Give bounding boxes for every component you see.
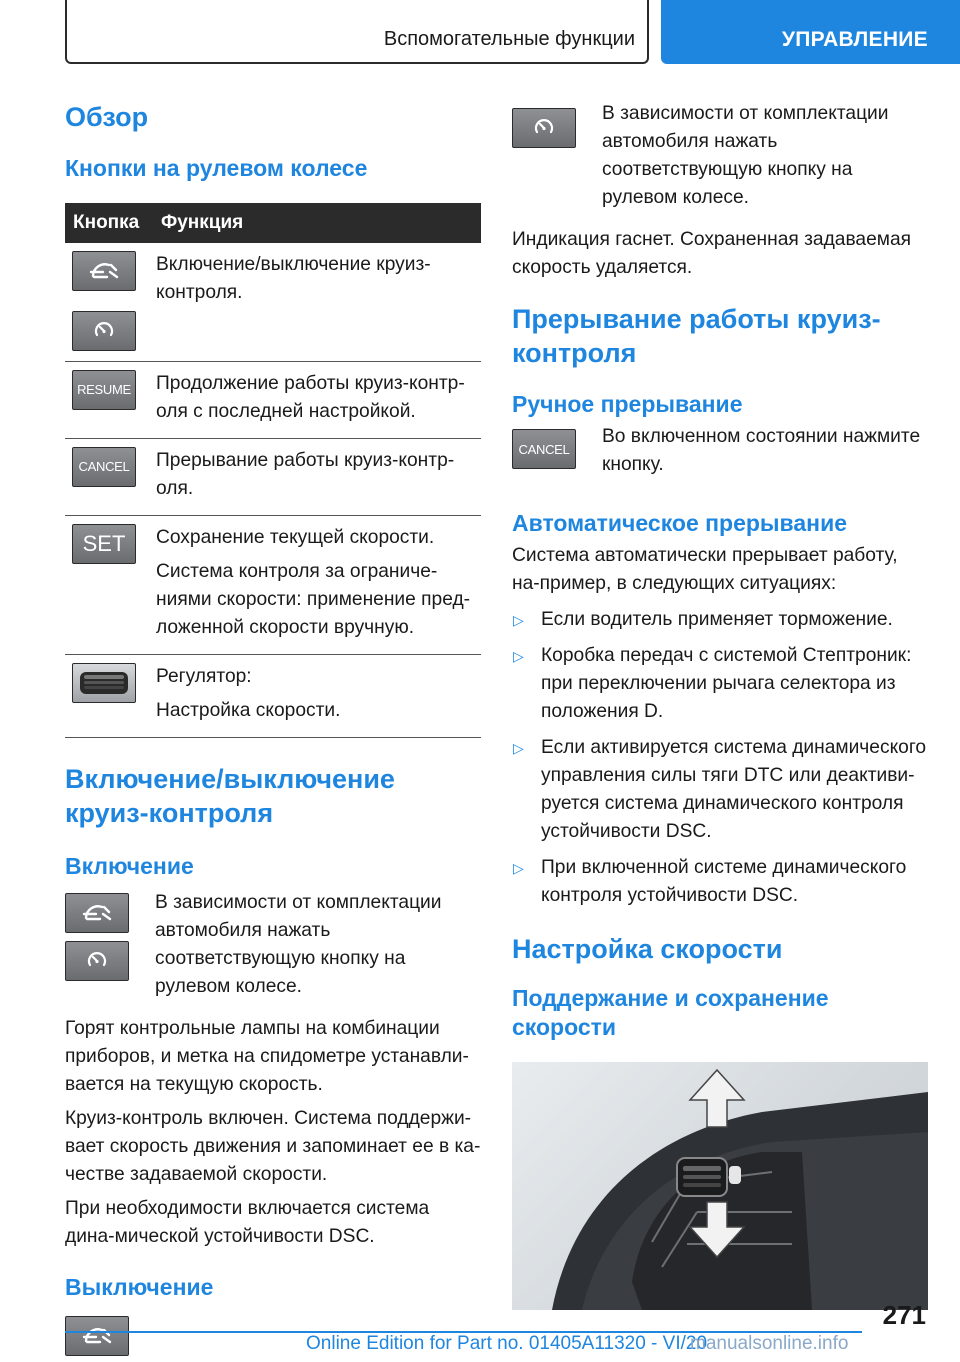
cancel-button-icon: CANCEL [512,429,576,469]
keep-speed-title: Поддержание и сохранение скорости [512,985,829,1040]
cruise-limiter-icon [72,311,136,351]
on-para-3: При необходимости включается система дина-мической устойчивости DSC. [65,1198,430,1247]
footer-edition: Online Edition for Part no. 01405A11320 - VI/20 [306,1333,708,1354]
table-row [65,655,481,738]
interrupt-title: Прерывание работы круиз-контроля [512,304,881,368]
manual-text: Во включенном состоянии нажмите кнопку. [602,426,921,475]
table-row [65,516,481,655]
auto-interrupt-list [512,606,928,910]
row-3-text: Прерывание работы круиз-контр-оля. [156,450,455,499]
overview-title: Обзор [65,102,149,132]
set-button-icon: SET [72,524,136,564]
steering-buttons-title: Кнопки на рулевом колесе [65,155,368,181]
row-5-text-2: Настройка скорости. [156,700,341,721]
list-item: ▷ Если водитель применяет торможение. [512,606,928,634]
list-item: ▷ Коробка передач с системой Стептроник: при переключении рычага селектора из положения D. [512,642,928,726]
off-text: В зависимости от комплектации автомобиля нажать соответствующую кнопку на рулевом колесе. [602,103,889,208]
cruise-speedometer-icon [65,1316,129,1356]
row-4-text-2: Система контроля за ограниче-ниями скорости: применение пред-ложенной скорости вручную. [156,561,471,638]
cruise-limiter-icon [65,941,129,981]
table-header-button: Кнопка [65,203,155,243]
buttons-table [65,203,481,738]
row-5-text-1: Регулятор: [156,666,252,687]
header-section-title: Вспомогательные функции [383,28,635,50]
footer-watermark: manualsonline.info [690,1333,849,1354]
row-1-text: Включение/выключение круиз-контроля. [156,254,431,303]
on-text: В зависимости от комплектации автомобиля нажать соответствующую кнопку на рулевом колесе. [155,892,442,997]
manual-interrupt-title: Ручное прерывание [512,391,743,417]
auto-text: Система автоматически прерывает работу, на-пример, в следующих ситуациях: [512,545,898,594]
table-row [65,243,481,362]
speed-setting-title: Настройка скорости [512,934,783,964]
on-para-2: Круиз-контроль включен. Система поддержи-вает скорость движения и запоминает ее в ка-честве задаваемой скорости. [65,1108,481,1185]
cruise-speedometer-icon [65,893,129,933]
table-row [65,362,481,439]
auto-interrupt-title: Автоматическое прерывание [512,510,848,536]
right-column [512,100,928,1310]
page-number: 271 [882,1300,926,1330]
header-section-box [65,0,649,64]
on-para-1: Горят контрольные лампы на комбинации приборов, и метка на спидометре устанавли-вается на текущую скорость. [65,1018,469,1095]
header-chapter-tab[interactable] [661,0,960,64]
table-row [65,439,481,516]
left-column [65,100,481,1356]
table-header-function: Функция [155,203,481,243]
off-para: Индикация гаснет. Сохраненная задаваемая скорость удаляется. [512,229,912,278]
on-subtitle: Включение [65,853,194,879]
off-instruction [512,103,928,212]
cruise-limiter-icon [512,108,576,148]
on-instruction [65,893,481,1001]
steering-wheel-photo [512,1062,928,1310]
off-subtitle: Выключение [65,1274,214,1300]
resume-button-icon: RESUME [72,370,136,410]
list-item: ▷ Если активируется система динамического управления силы тяги DTC или деактиви-руется система динамического контроля устойчивости DSC. [512,734,928,846]
rocker-switch-icon [72,663,136,703]
row-2-text: Продолжение работы круиз-контр-оля с последней настройкой. [156,373,465,422]
cancel-button-icon: CANCEL [72,447,136,487]
row-4-text-1: Сохранение текущей скорости. [156,527,435,548]
list-item: ▷ При включенной системе динамического контроля устойчивости DSC. [512,854,928,910]
on-off-section-title: Включение/выключение круиз-контроля [65,764,395,828]
header-chapter-title: УПРАВЛЕНИЕ [781,28,928,51]
cruise-speedometer-icon [72,251,136,291]
manual-instruction [512,426,928,479]
